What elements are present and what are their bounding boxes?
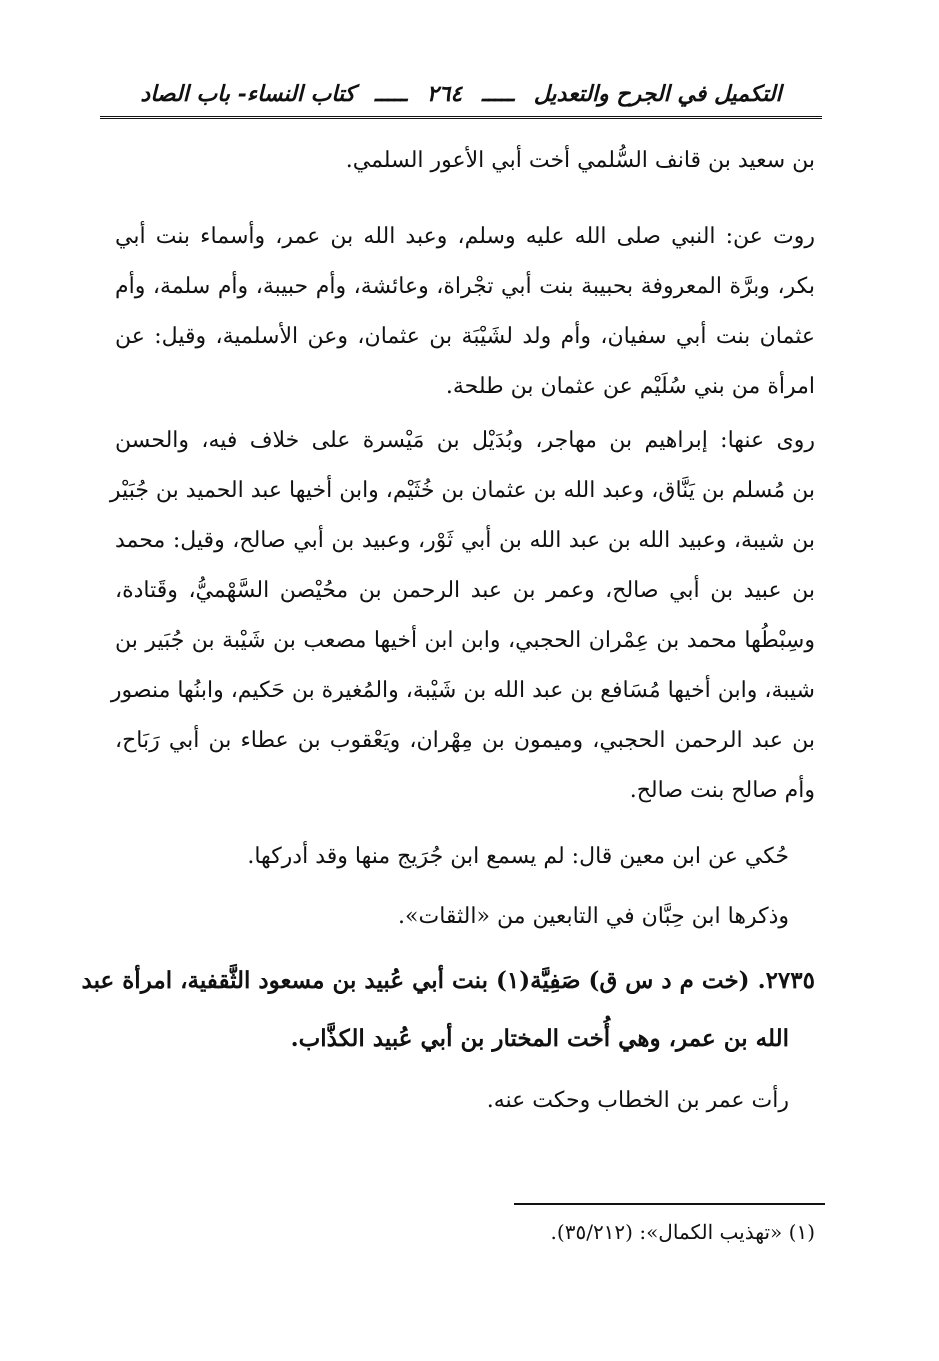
section-title: كتاب النساء- باب الصاد [140,81,356,107]
text-line: حُكي عن ابن معين قال: لم يسمع ابن جُرَيج منها وقد أدركها. [247,844,789,869]
text-line: بكر، وبرَّة المعروفة بحبيبة بنت أبي تجْراة، وعائشة، وأم حبيبة، وأم سلمة، وأم [115,274,815,299]
entry-heading: الله بن عمر، وهي أُخت المختار بن أبي عُبيد الكذَّاب. [290,1025,789,1052]
text-line: روت عن: النبي صلى الله عليه وسلم، وعبد الله بن عمر، وأسماء بنت أبي [115,224,815,249]
text-line: شيبة، وابن أخيها مُسَافع بن عبد الله بن شَيْبة، والمُغيرة بن حَكيم، وابنُها منصور [110,678,815,703]
text-line: روى عنها: إبراهيم بن مهاجر، وبُدَيْل بن مَيْسرة على خلاف فيه، والحسن [115,428,815,453]
text-line: امرأة من بني سُلَيْم عن عثمان بن طلحة. [445,374,815,399]
text-line: بن عبيد بن أبي صالح، وعمر بن عبد الرحمن بن محُيْصن السَّهْميُّ، وقَتادة، [115,578,815,603]
footnote-rule [514,1203,825,1205]
text-line: رأت عمر بن الخطاب وحكت عنه. [486,1088,789,1113]
text-line: وأم صالح بنت صالح. [629,778,815,803]
text-line: وسِبْطُها محمد بن عِمْران الحجبي، وابن ابن أخيها مصعب بن شَيْبة بن جُبَير بن [115,628,815,653]
dash-separator: ـــــ [374,81,408,107]
text-line: بن سعيد بن قانف السُّلمي أخت أبي الأعور السلمي. [345,148,815,173]
book-title: التكميل في الجرح والتعديل [533,81,782,107]
text-line: بن مُسلم بن يَنَّاق، وعبد الله بن عثمان بن خُثَيْم، وابن أخيها عبد الحميد بن جُبَيْر [109,478,815,503]
text-line: عثمان بنت أبي سفيان، وأم ولد لشَيْبَة بن عثمان، وعن الأسلمية، وقيل: عن [115,324,815,349]
footnote: (١) «تهذيب الكمال»: (٣٥/٢١٢). [550,1220,815,1244]
text-line: بن عبد الرحمن الحجبي، وميمون بن مِهْران، ويَعْقوب بن عطاء بن أبي رَبَاح، [115,728,815,753]
text-line: وذكرها ابن حِبَّان في التابعين من «الثقات». [398,904,789,929]
page-number: ٢٦٤ [426,81,463,107]
dash-separator: ـــــ [481,81,515,107]
entry-heading: ٢٧٣٥. (خت م د س ق) صَفِيَّة(١) بنت أبي عُبيد بن مسعود الثَّقفية، امرأة عبد [81,967,815,994]
running-head [100,72,822,119]
text-line: بن شيبة، وعبيد الله بن عبد الله بن أبي ثَوْر، وعبيد بن أبي صالح، وقيل: محمد [115,528,815,553]
